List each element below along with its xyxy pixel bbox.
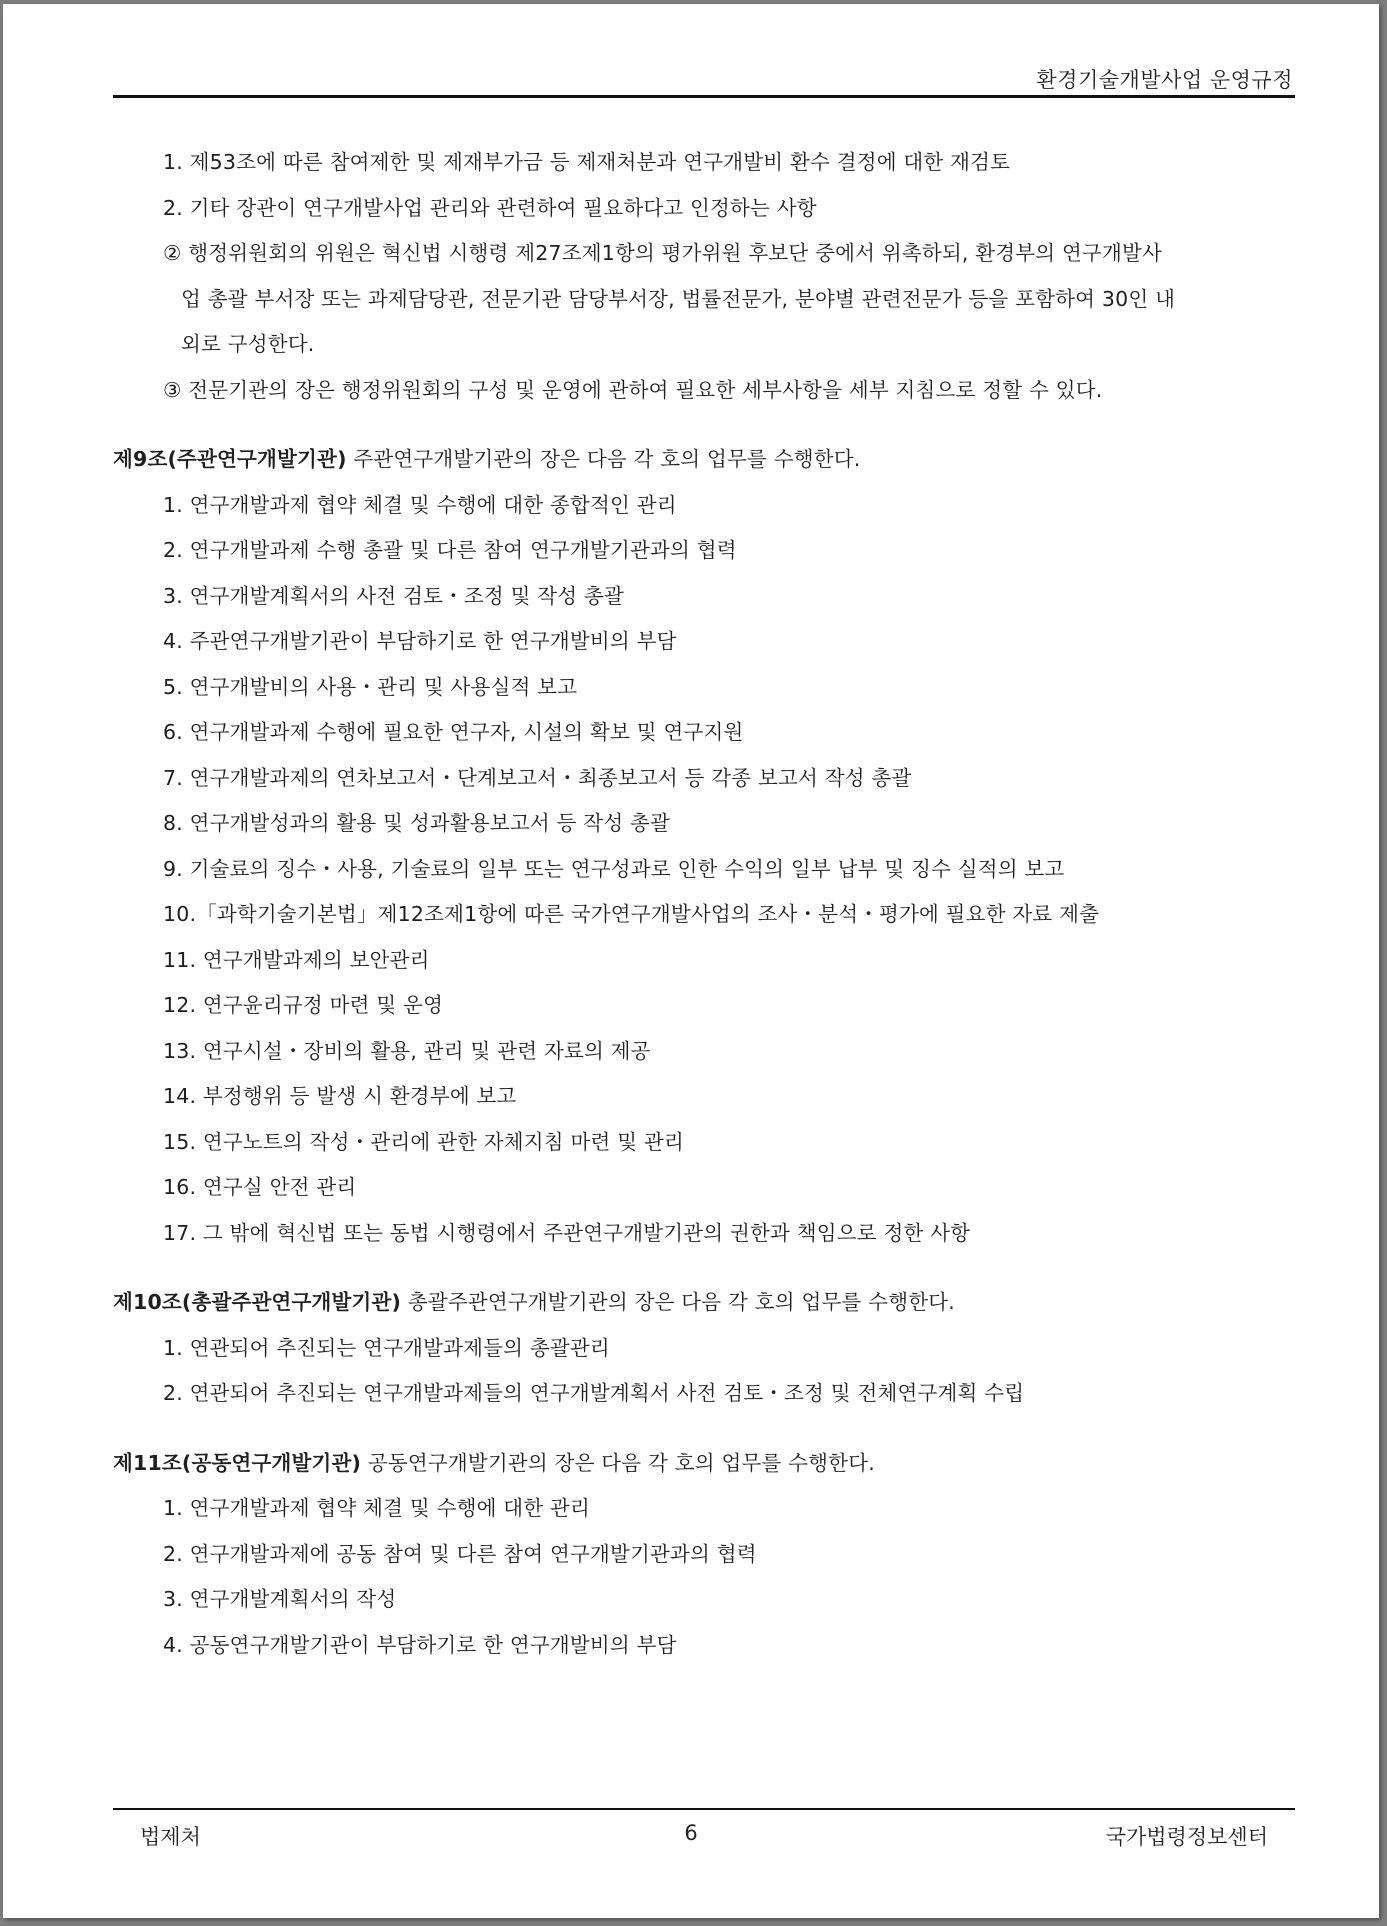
list-item: 11. 연구개발과제의 보안관리 (163, 947, 430, 972)
list-item: 9. 기술료의 징수・사용, 기술료의 일부 또는 연구성과로 인한 수익의 일부 납부 및 징수 실적의 보고 (163, 856, 1065, 881)
article-10-lead: 총괄주관연구개발기관의 장은 다음 각 호의 업무를 수행한다. (401, 1290, 955, 1314)
paragraph-line: ③ 전문기관의 장은 행정위원회의 구성 및 운영에 관하여 필요한 세부사항을 세부 지침으로 정할 수 있다. (163, 377, 1103, 402)
article-10-heading: 제10조(총괄주관연구개발기관) (113, 1290, 402, 1314)
list-item: 4. 주관연구개발기관이 부담하기로 한 연구개발비의 부담 (163, 629, 677, 653)
list-item: 2. 기타 장관이 연구개발사업 관리와 관련하여 필요하다고 인정하는 사항 (163, 195, 817, 220)
list-item: 2. 연구개발과제에 공동 참여 및 다른 참여 연구개발기관과의 협력 (163, 1541, 757, 1566)
list-item: 14. 부정행위 등 발생 시 환경부에 보고 (163, 1084, 517, 1108)
article-9-heading-line (113, 437, 1309, 483)
header-title: 환경기술개발사업 운영규정 (1036, 68, 1293, 92)
list-item: 5. 연구개발비의 사용・관리 및 사용실적 보고 (163, 674, 578, 699)
list-item: 1. 연구개발과제 협약 체결 및 수행에 대한 종합적인 관리 (163, 492, 677, 517)
list-item: 17. 그 밖에 혁신법 또는 동법 시행령에서 주관연구개발기관의 권한과 책임으로 정한 사항 (163, 1220, 971, 1245)
article-10-heading-line (113, 1280, 1309, 1326)
header-divider (113, 95, 1295, 98)
list-item: 13. 연구시설・장비의 활용, 관리 및 관련 자료의 제공 (163, 1038, 651, 1063)
footer-source: 법제처 (140, 1825, 201, 1849)
paragraph-line: ② 행정위원회의 위원은 혁신법 시행령 제27조제1항의 평가위원 후보단 중에서 위촉하되, 환경부의 연구개발사 (163, 241, 1163, 265)
article-11-heading-line (113, 1441, 1309, 1487)
list-item: 1. 연관되어 추진되는 연구개발과제들의 총괄관리 (163, 1335, 610, 1360)
list-item: 1. 제53조에 따른 참여제한 및 제재부가금 등 제재처분과 연구개발비 환수 결정에 대한 재검토 (163, 150, 1011, 174)
footer-divider (113, 1808, 1295, 1810)
article-11-heading: 제11조(공동연구개발기관) (113, 1450, 362, 1475)
footer-publisher: 국가법령정보센터 (1105, 1825, 1268, 1849)
paragraph-line: 외로 구성한다. (181, 332, 315, 356)
document-body (113, 140, 1309, 1668)
list-item: 6. 연구개발과제 수행에 필요한 연구자, 시설의 확보 및 연구지원 (163, 720, 744, 744)
list-item: 10.「과학기술기본법」제12조제1항에 따른 국가연구개발사업의 조사・분석・평가에 필요한 자료 제출 (163, 902, 1100, 926)
list-item: 3. 연구개발계획서의 작성 (163, 1587, 397, 1611)
page-number: 6 (684, 1821, 698, 1845)
list-item: 16. 연구실 안전 관리 (163, 1175, 357, 1199)
article-11-lead: 공동연구개발기관의 장은 다음 각 호의 업무를 수행한다. (361, 1450, 875, 1475)
list-item: 2. 연구개발과제 수행 총괄 및 다른 참여 연구개발기관과의 협력 (163, 538, 737, 562)
list-item: 8. 연구개발성과의 활용 및 성과활용보고서 등 작성 총괄 (163, 811, 671, 835)
list-item: 2. 연관되어 추진되는 연구개발과제들의 연구개발계획서 사전 검토・조정 및 전체연구계획 수립 (163, 1381, 1025, 1405)
list-item: 12. 연구윤리규정 마련 및 운영 (163, 993, 444, 1017)
article-9-lead: 주관연구개발기관의 장은 다음 각 호의 업무를 수행한다. (346, 447, 861, 471)
list-item: 15. 연구노트의 작성・관리에 관한 자체지침 마련 및 관리 (163, 1129, 684, 1154)
article-9-heading: 제9조(주관연구개발기관) (113, 447, 347, 471)
paragraph-line: 업 총괄 부서장 또는 과제담당관, 전문기관 담당부서장, 법률전문가, 분야별 관련전문가 등을 포함하여 30인 내 (181, 286, 1176, 311)
list-item: 4. 공동연구개발기관이 부담하기로 한 연구개발비의 부담 (163, 1632, 677, 1657)
list-item: 1. 연구개발과제 협약 체결 및 수행에 대한 관리 (163, 1496, 591, 1520)
list-item: 3. 연구개발계획서의 사전 검토・조정 및 작성 총괄 (163, 583, 625, 608)
document-page (3, 4, 1379, 1918)
list-item: 7. 연구개발과제의 연차보고서・단계보고서・최종보고서 등 각종 보고서 작성 총괄 (163, 765, 912, 790)
